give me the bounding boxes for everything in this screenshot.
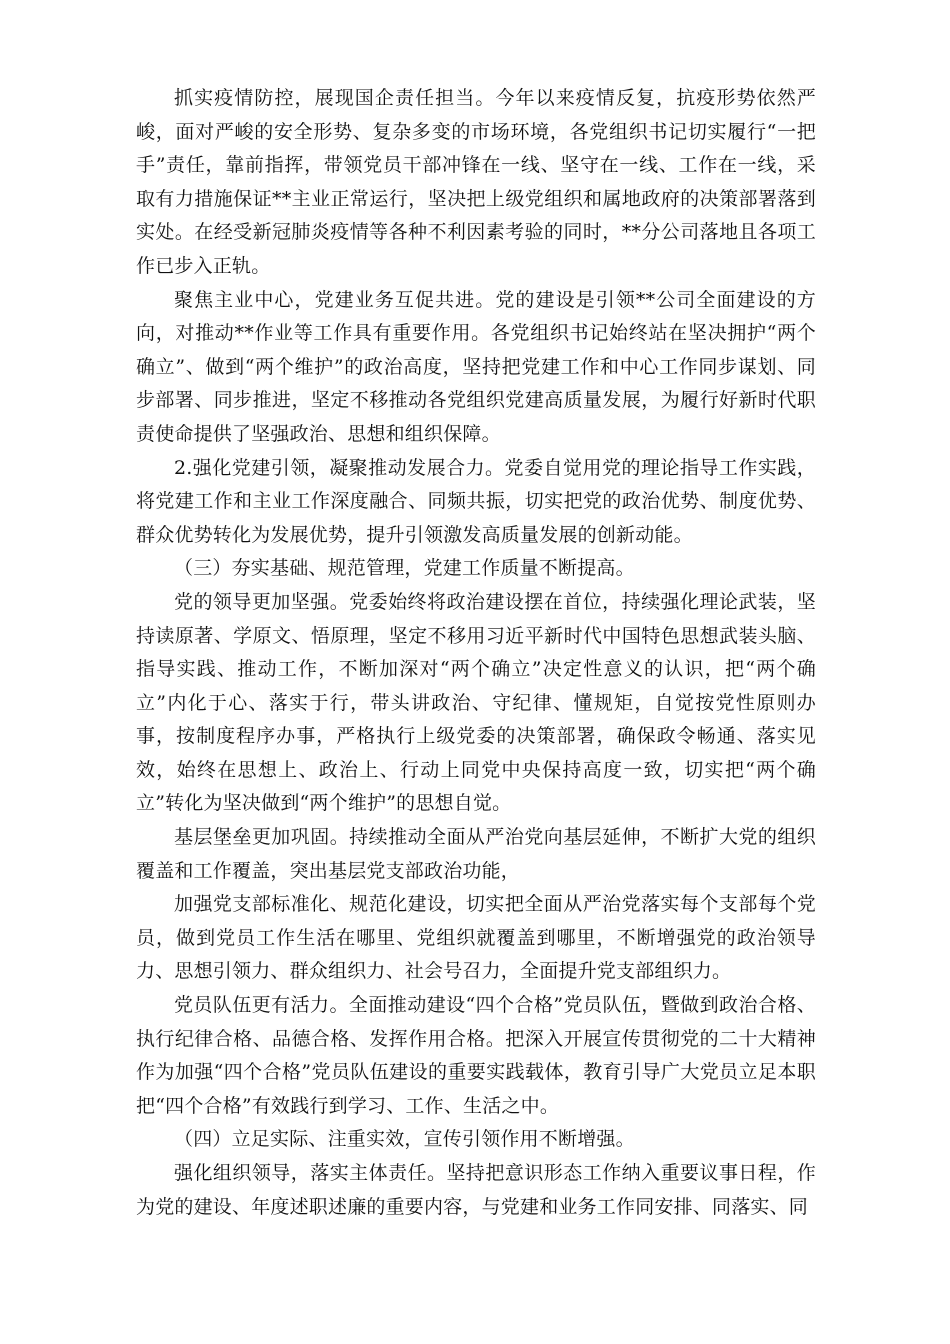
paragraph-focus-main-business: 聚焦主业中心，党建业务互促共进。党的建设是引领**公司全面建设的方向，对推动**作业等工作具有重要作用。各党组织书记始终站在坚决拥护“两个确立”、做到“两个维护”的政治高度，坚持把党建工作和中心工作同步谋划、同步部署、同步推进，坚定不移推动各党组织党建高质量发展，为履行好新时代职责使命提供了坚强政治、思想和组织保障。: [136, 288, 816, 445]
paragraph-epidemic-control: 抓实疫情防控，展现国企责任担当。今年以来疫情反复，抗疫形势依然严峻，面对严峻的安全形势、复杂多变的市场环境，各党组织书记切实履行“一把手”责任，靠前指挥，带领党员干部冲锋在一线、坚守在一线、工作在一线，采取有力措施保证**主业正常运行，坚决把上级党组织和属地政府的决策部署落到实处。在经受新冠肺炎疫情等各种不利因素考验的同时，**分公司落地且各项工作已步入正轨。: [136, 87, 816, 277]
paragraph-party-leadership-stronger: 党的领导更加坚强。党委始终将政治建设摆在首位，持续强化理论武装，坚持读原著、学原文、悟原理，坚定不移用习近平新时代中国特色思想武装头脑、指导实践、推动工作，不断加深对“两个确立”决定性意义的认识，把“两个确立”内化于心、落实于行，带头讲政治、守纪律、懂规矩，自觉按党性原则办事，按制度程序办事，严格执行上级党委的决策部署，确保政令畅通、落实见效，始终在思想上、政治上、行动上同党中央保持高度一致，切实把“两个确立”转化为坚决做到“两个维护”的思想自觉。: [136, 590, 816, 815]
paragraph-grassroots: 基层堡垒更加巩固。持续推动全面从严治党向基层延伸，不断扩大党的组织覆盖和工作覆盖，突出基层党支部政治功能，: [136, 826, 816, 882]
paragraph-organization-leadership: 强化组织领导，落实主体责任。坚持把意识形态工作纳入重要议事日程，作为党的建设、年度述职述廉的重要内容，与党建和业务工作同安排、同落实、同: [136, 1162, 816, 1218]
section-heading-four: （四）立足实际、注重实效，宣传引领作用不断增强。: [174, 1128, 635, 1151]
paragraph-party-leadership: 2.强化党建引领，凝聚推动发展合力。党委自觉用党的理论指导工作实践，将党建工作和主业工作深度融合、同频共振，切实把党的政治优势、制度优势、群众优势转化为发展优势，提升引领激发高质量发展的创新动能。: [136, 456, 816, 546]
paragraph-party-members: 党员队伍更有活力。全面推动建设“四个合格”党员队伍，暨做到政治合格、执行纪律合格、品德合格、发挥作用合格。把深入开展宣传贯彻党的二十大精神作为加强“四个合格”党员队伍建设的重要实践载体，教育引导广大党员立足本职把“四个合格”有效践行到学习、工作、生活之中。: [136, 994, 816, 1117]
section-heading-three: （三）夯实基础、规范管理，党建工作质量不断提高。: [174, 557, 635, 580]
document-body: [136, 82, 816, 1224]
paragraph-branch-standardization: 加强党支部标准化、规范化建设，切实把全面从严治党落实每个支部每个党员，做到党员工作生活在哪里、党组织就覆盖到哪里，不断增强党的政治领导力、思想引领力、群众组织力、社会号召力，全面提升党支部组织力。: [136, 893, 816, 983]
